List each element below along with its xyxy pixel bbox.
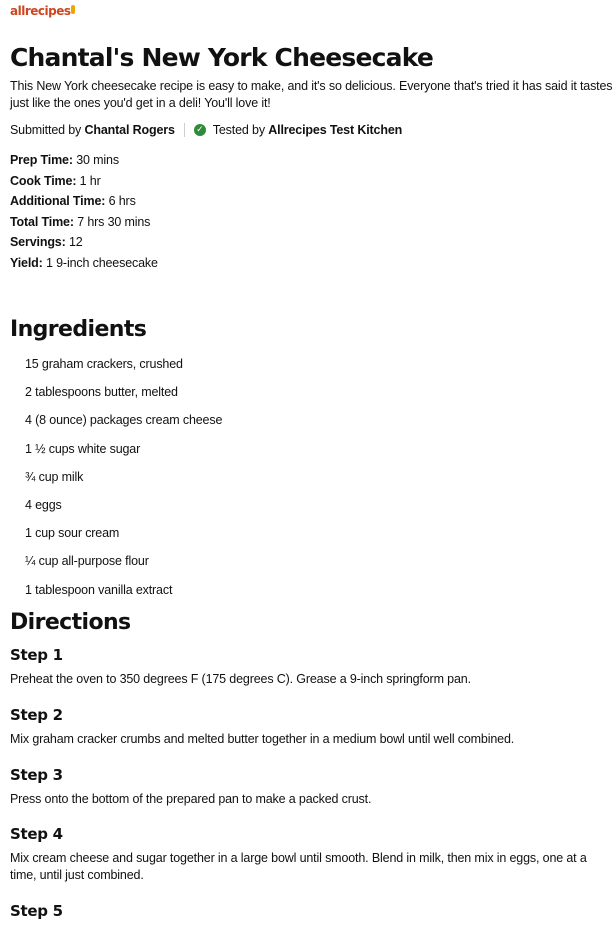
- direction-step: [10, 899, 615, 923]
- step-title: Step 5: [10, 902, 63, 920]
- detail-servings: [10, 232, 158, 253]
- ingredient-item: ¼ cup all-purpose flour: [25, 554, 149, 569]
- detail-label: Cook Time:: [10, 173, 77, 188]
- detail-yield: [10, 253, 158, 274]
- step-text: Mix graham cracker crumbs and melted butter together in a medium bowl until well combined.: [10, 732, 515, 746]
- ingredient-item: 1 cup sour cream: [25, 526, 120, 541]
- detail-label: Total Time:: [10, 214, 74, 229]
- ingredients-heading: Ingredients: [10, 317, 147, 342]
- ingredient-item: 4 eggs: [25, 497, 62, 512]
- allrecipes-logo[interactable]: [10, 4, 75, 18]
- detail-label: Additional Time:: [10, 194, 106, 208]
- ingredient-item: 1 tablespoon vanilla extract: [25, 582, 173, 597]
- detail-additional-time: [10, 191, 158, 212]
- ingredient-item: ¾ cup milk: [25, 469, 84, 484]
- byline-divider: [184, 123, 185, 137]
- step-title: Step 4: [10, 825, 63, 843]
- check-circle-icon: ✓: [194, 124, 206, 136]
- detail-total-time: [10, 212, 158, 233]
- detail-prep-time: [10, 150, 158, 171]
- step-title: Step 1: [10, 646, 63, 664]
- detail-value: 1 hr: [79, 173, 101, 188]
- test-kitchen-link[interactable]: Allrecipes Test Kitchen: [268, 123, 403, 137]
- ingredient-item: 2 tablespoons butter, melted: [25, 385, 178, 400]
- directions-steps: [10, 643, 615, 923]
- step-text: Press onto the bottom of the prepared pan to make a packed crust.: [10, 792, 372, 806]
- recipe-details: [10, 150, 158, 273]
- author-link[interactable]: Chantal Rogers: [84, 123, 175, 137]
- detail-cook-time: [10, 171, 158, 192]
- detail-value: 12: [68, 235, 83, 249]
- step-title: Step 2: [10, 706, 63, 724]
- recipe-title: Chantal's New York Cheesecake: [10, 43, 434, 72]
- direction-step: [10, 763, 615, 822]
- detail-label: Prep Time:: [10, 153, 73, 167]
- recipe-byline: [10, 123, 402, 137]
- ingredients-list: [25, 350, 222, 604]
- step-title: Step 3: [10, 766, 63, 784]
- detail-value: 1 9-inch cheesecake: [46, 255, 158, 270]
- detail-label: Yield:: [10, 255, 43, 270]
- direction-step: [10, 703, 615, 763]
- direction-step: [10, 822, 615, 899]
- detail-value: 30 mins: [76, 153, 119, 167]
- directions-heading: Directions: [10, 610, 131, 635]
- tested-by-label: Tested by: [212, 123, 265, 137]
- submitted-by-label: Submitted by: [10, 123, 82, 137]
- detail-label: Servings:: [10, 235, 66, 249]
- detail-value: 6 hrs: [108, 194, 136, 208]
- step-text: Mix cream cheese and sugar together in a large bowl until smooth. Blend in milk, then mix in eggs, one at a time, until just combined.: [10, 851, 587, 882]
- step-text: Preheat the oven to 350 degrees F (175 degrees C). Grease a 9-inch springform pan.: [10, 672, 471, 686]
- logo-text: allrecipes: [10, 4, 71, 18]
- ingredient-item: 1 ½ cups white sugar: [25, 441, 141, 456]
- detail-value: 7 hrs 30 mins: [77, 214, 151, 229]
- ingredient-item: 4 (8 ounce) packages cream cheese: [25, 413, 223, 428]
- recipe-description: This New York cheesecake recipe is easy to make, and it's so delicious. Everyone that's tried it has said it tastes just like the ones you'd get in a deli! You'll love it!: [10, 79, 613, 110]
- ingredient-item: 15 graham crackers, crushed: [25, 357, 183, 371]
- logo-mark-icon: [71, 5, 75, 14]
- direction-step: [10, 643, 615, 703]
